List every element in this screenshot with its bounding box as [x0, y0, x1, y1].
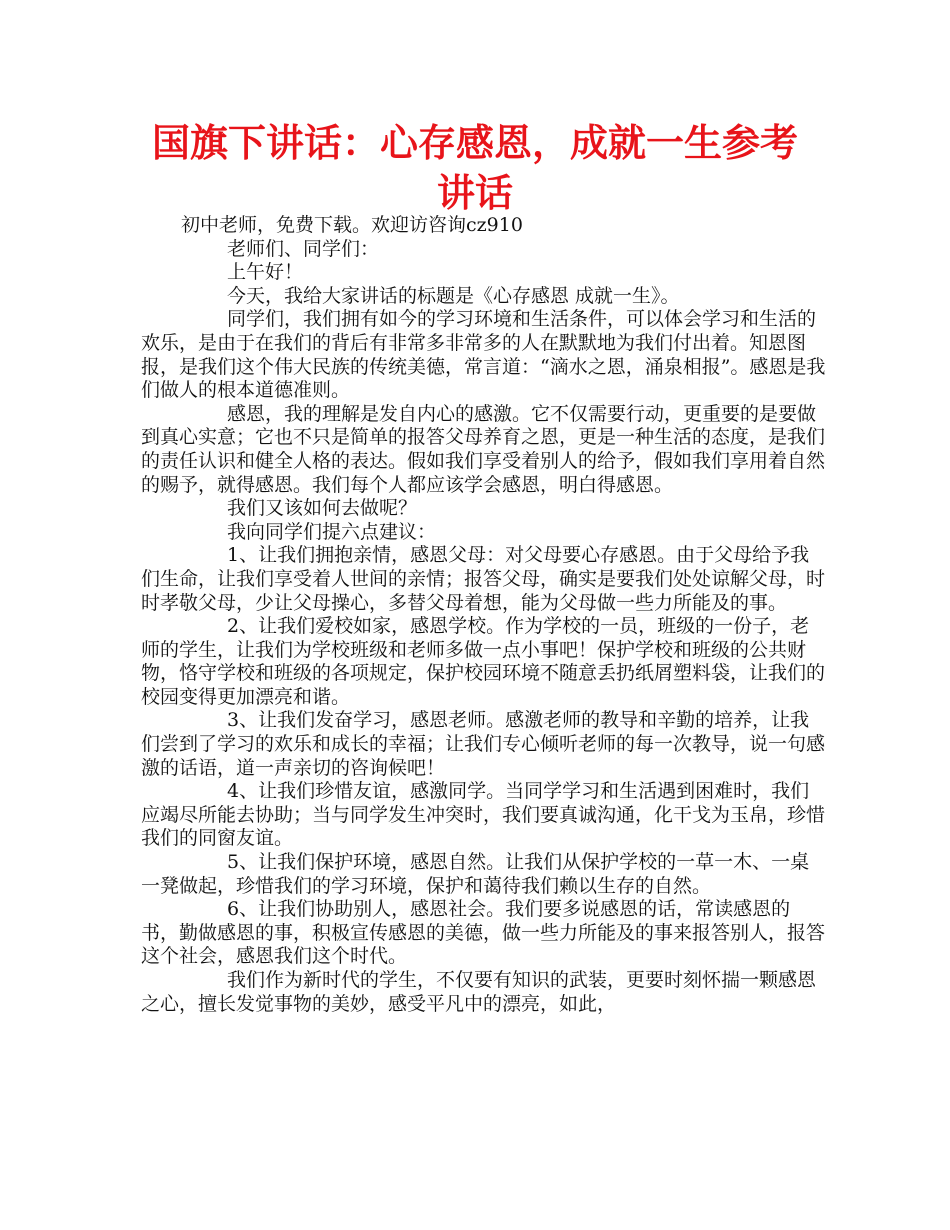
document-body	[141, 214, 826, 1016]
paragraph-greeting: 上午好！	[227, 261, 304, 284]
paragraph-suggestion-6: 6、让我们协助别人，感恩社会。我们要多说感恩的话，常读感恩的书，勤做感恩的事，积极宣传感恩的美德，做一些力所能及的事来报答别人，报答这个社会，感恩我们这个时代。	[141, 898, 826, 968]
paragraph-suggestion-4: 4、让我们珍惜友谊，感激同学。当同学学习和生活遇到困难时，我们应竭尽所能去协助；当与同学发生冲突时，我们要真诚沟通，化干戈为玉帛，珍惜我们的同窗友谊。	[141, 780, 826, 850]
paragraph-closing: 我们作为新时代的学生，不仅要有知识的武装，更要时刻怀揣一颗感恩之心，擅长发觉事物的美妙，感受平凡中的漂亮，如此，	[141, 969, 817, 1015]
intro-line: 初中老师，免费下载。欢迎访咨询cz910	[181, 214, 523, 236]
paragraph-suggestion-5: 5、让我们保护环境，感恩自然。让我们从保护学校的一草一木、一桌一凳做起，珍惜我们的学习环境，保护和蔼待我们赖以生存的自然。	[141, 851, 810, 897]
document-title: 国旗下讲话：心存感恩，成就一生参考讲话	[151, 121, 798, 215]
paragraph-environment: 同学们，我们拥有如今的学习环境和生活条件，可以体会学习和生活的欢乐，是由于在我们的背后有非常多非常多的人在默默地为我们付出着。知恩图报，是我们这个伟大民族的传统美德，常言道：“滴水之恩，涌泉相报”。感恩是我们做人的根本道德准则。	[141, 308, 826, 402]
paragraph-salutation: 老师们、同学们：	[227, 237, 380, 260]
paragraph-suggestion-2: 2、让我们爱校如家，感恩学校。作为学校的一员，班级的一份子，老师的学生，让我们为学校班级和老师多做一点小事吧！保护学校和班级的公共财物，恪守学校和班级的各项规定，保护校园环境不随意丢扔纸屑塑料袋，让我们的校园变得更加漂亮和谐。	[141, 615, 826, 708]
paragraph-suggestion-1: 1、让我们拥抱亲情，感恩父母：对父母要心存感恩。由于父母给予我们生命，让我们享受着人世间的亲情；报答父母，确实是要我们处处谅解父母，时时孝敬父母，少让父母操心，多替父母着想，能为父母做一些力所能及的事。	[141, 544, 826, 614]
paragraph-gratitude-meaning: 感恩，我的理解是发自内心的感激。它不仅需要行动，更重要的是要做到真心实意；它也不只是简单的报答父母养育之恩，更是一种生活的态度，是我们的责任认识和健全人格的表达。假如我们享受着别人的给予，假如我们享用着自然的赐予，就得感恩。我们每个人都应该学会感恩，明白得感恩。	[141, 402, 826, 496]
paragraph-suggestion-3: 3、让我们发奋学习，感恩老师。感激老师的教导和辛勤的培养，让我们尝到了学习的欢乐和成长的幸福；让我们专心倾听老师的每一次教导，说一句感激的话语，道一声亲切的咨询候吧！	[141, 709, 826, 779]
paragraph-suggestions-intro: 我向同学们提六点建议：	[227, 520, 437, 543]
paragraph-topic: 今天，我给大家讲话的标题是《心存感恩 成就一生》。	[227, 284, 680, 307]
paragraph-question: 我们又该如何去做呢？	[227, 497, 418, 520]
